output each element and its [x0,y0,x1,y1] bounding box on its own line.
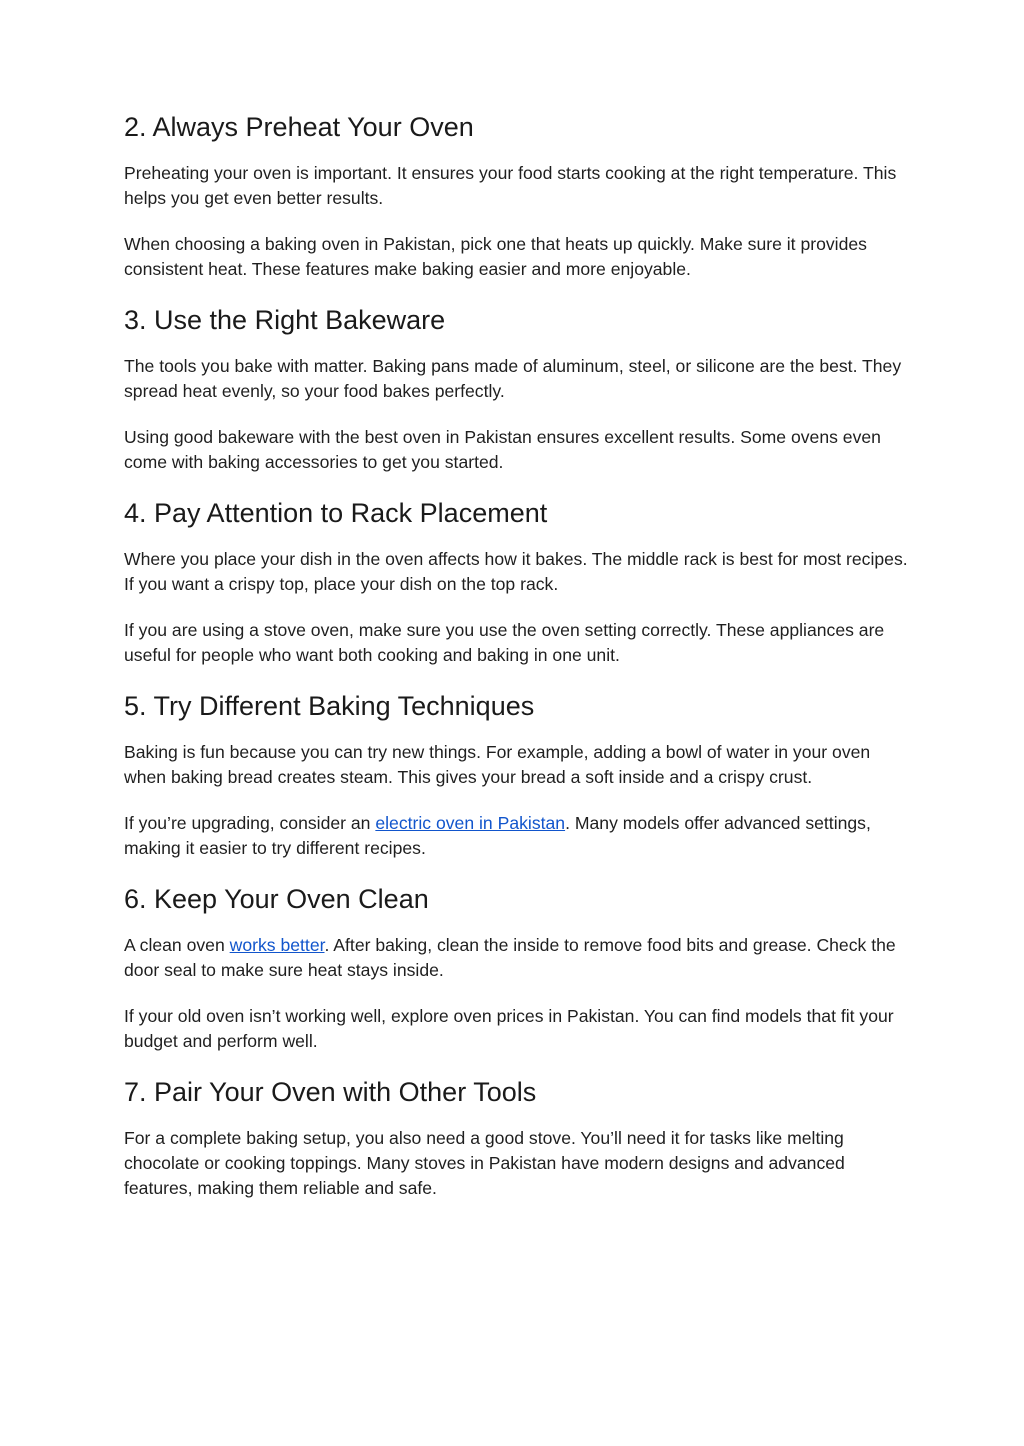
section-clean-oven [124,882,914,1054]
paragraph-text: . After baking, clean the inside to remove food bits and grease. Check the door seal to make sure heat stays inside. [124,935,896,980]
section-heading: 6. Keep Your Oven Clean [124,884,429,914]
paragraph: Using good bakeware with the best oven in Pakistan ensures excellent results. Some ovens even come with baking accessories to get you started. [124,427,881,472]
document-page [124,110,914,1222]
paragraph: If your old oven isn’t working well, explore oven prices in Pakistan. You can find models that fit your budget and perform well. [124,1006,894,1051]
section-bakeware [124,303,914,475]
paragraph: Preheating your oven is important. It ensures your food starts cooking at the right temperature. This helps you get even better results. [124,163,897,208]
section-heading: 7. Pair Your Oven with Other Tools [124,1077,537,1107]
paragraph: When choosing a baking oven in Pakistan, pick one that heats up quickly. Make sure it provides consistent heat. These features make baking easier and more enjoyable. [124,234,867,279]
paragraph [124,933,914,983]
paragraph-text: If you’re upgrading, consider an [124,813,376,833]
paragraph: For a complete baking setup, you also need a good stove. You’ll need it for tasks like melting chocolate or cooking toppings. Many stoves in Pakistan have modern designs and advanced features, making them reliable and safe. [124,1128,845,1198]
paragraph-text: A clean oven [124,935,230,955]
section-rack-placement [124,496,914,668]
section-preheat [124,110,914,282]
paragraph-text: . Many models offer advanced settings, making it easier to try different recipes. [124,813,871,858]
paragraph: If you are using a stove oven, make sure you use the oven setting correctly. These appliances are useful for people who want both cooking and baking in one unit. [124,620,885,665]
section-heading: 2. Always Preheat Your Oven [124,112,474,142]
paragraph [124,811,914,861]
paragraph: The tools you bake with matter. Baking pans made of aluminum, steel, or silicone are the best. They spread heat evenly, so your food bakes perfectly. [124,356,902,401]
works-better-link[interactable]: works better [229,935,325,955]
electric-oven-link[interactable]: electric oven in Pakistan [375,813,566,833]
section-techniques [124,689,914,861]
paragraph: Baking is fun because you can try new things. For example, adding a bowl of water in your oven when baking bread creates steam. This gives your bread a soft inside and a crispy crust. [124,742,871,787]
paragraph: Where you place your dish in the oven affects how it bakes. The middle rack is best for most recipes. If you want a crispy top, place your dish on the top rack. [124,549,908,594]
section-heading: 3. Use the Right Bakeware [124,305,446,335]
section-heading: 4. Pay Attention to Rack Placement [124,498,548,528]
section-heading: 5. Try Different Baking Techniques [124,691,535,721]
section-other-tools [124,1075,914,1201]
